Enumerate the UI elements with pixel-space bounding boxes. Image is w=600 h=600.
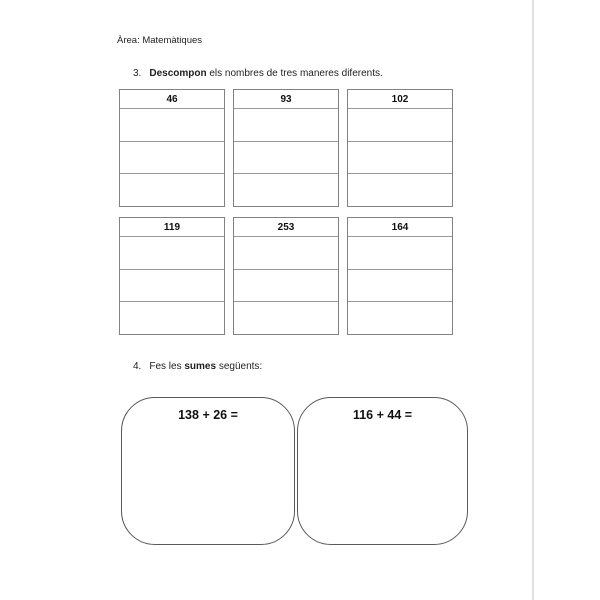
answer-cell (120, 237, 224, 270)
answer-cell (348, 270, 452, 303)
decompose-tables-row-1 (119, 89, 453, 207)
answer-cell (234, 237, 338, 270)
exercise-4-text-pre: Fes les (149, 361, 185, 372)
answer-cell (348, 109, 452, 142)
answer-cell (120, 270, 224, 303)
answer-cell (348, 302, 452, 334)
sum-box-1 (121, 397, 295, 545)
answer-cell (348, 174, 452, 206)
exercise-4-number: 4. (133, 361, 142, 372)
decompose-table-number: 164 (348, 218, 452, 237)
decompose-table-number: 102 (348, 90, 452, 109)
document-header: Àrea: Matemàtiques (117, 35, 203, 46)
decompose-table-number: 46 (120, 90, 224, 109)
answer-cell (348, 237, 452, 270)
sum-expression-2: 116 + 44 = (352, 408, 413, 422)
decompose-table-number: 93 (234, 90, 338, 109)
decompose-table-253 (233, 217, 339, 335)
answer-cell (348, 142, 452, 175)
exercise-4-text-post: següents: (216, 361, 263, 372)
answer-cell (120, 109, 224, 142)
exercise-3-instruction (133, 68, 383, 79)
answer-cell (120, 142, 224, 175)
sum-expression-1: 138 + 26 = (178, 408, 238, 422)
answer-cell (234, 174, 338, 206)
decompose-table-102 (347, 89, 453, 207)
sum-box-2 (297, 397, 468, 545)
answer-cell (234, 270, 338, 303)
answer-cell (234, 302, 338, 334)
answer-cell (234, 142, 338, 175)
decompose-table-119 (119, 217, 225, 335)
decompose-table-number: 253 (234, 218, 338, 237)
decompose-table-164 (347, 217, 453, 335)
page-edge-divider (532, 0, 534, 600)
decompose-table-46 (119, 89, 225, 207)
exercise-3-text: els nombres de tres maneres diferents. (206, 68, 383, 79)
exercise-3-verb: Descompon (149, 68, 207, 79)
answer-cell (234, 109, 338, 142)
decompose-table-number: 119 (120, 218, 224, 237)
exercise-4-instruction (133, 361, 262, 372)
decompose-tables-row-2 (119, 217, 453, 335)
exercise-4-verb: sumes (184, 361, 217, 372)
exercise-3-number: 3. (133, 68, 142, 79)
answer-cell (120, 302, 224, 334)
answer-cell (120, 174, 224, 206)
decompose-table-93 (233, 89, 339, 207)
